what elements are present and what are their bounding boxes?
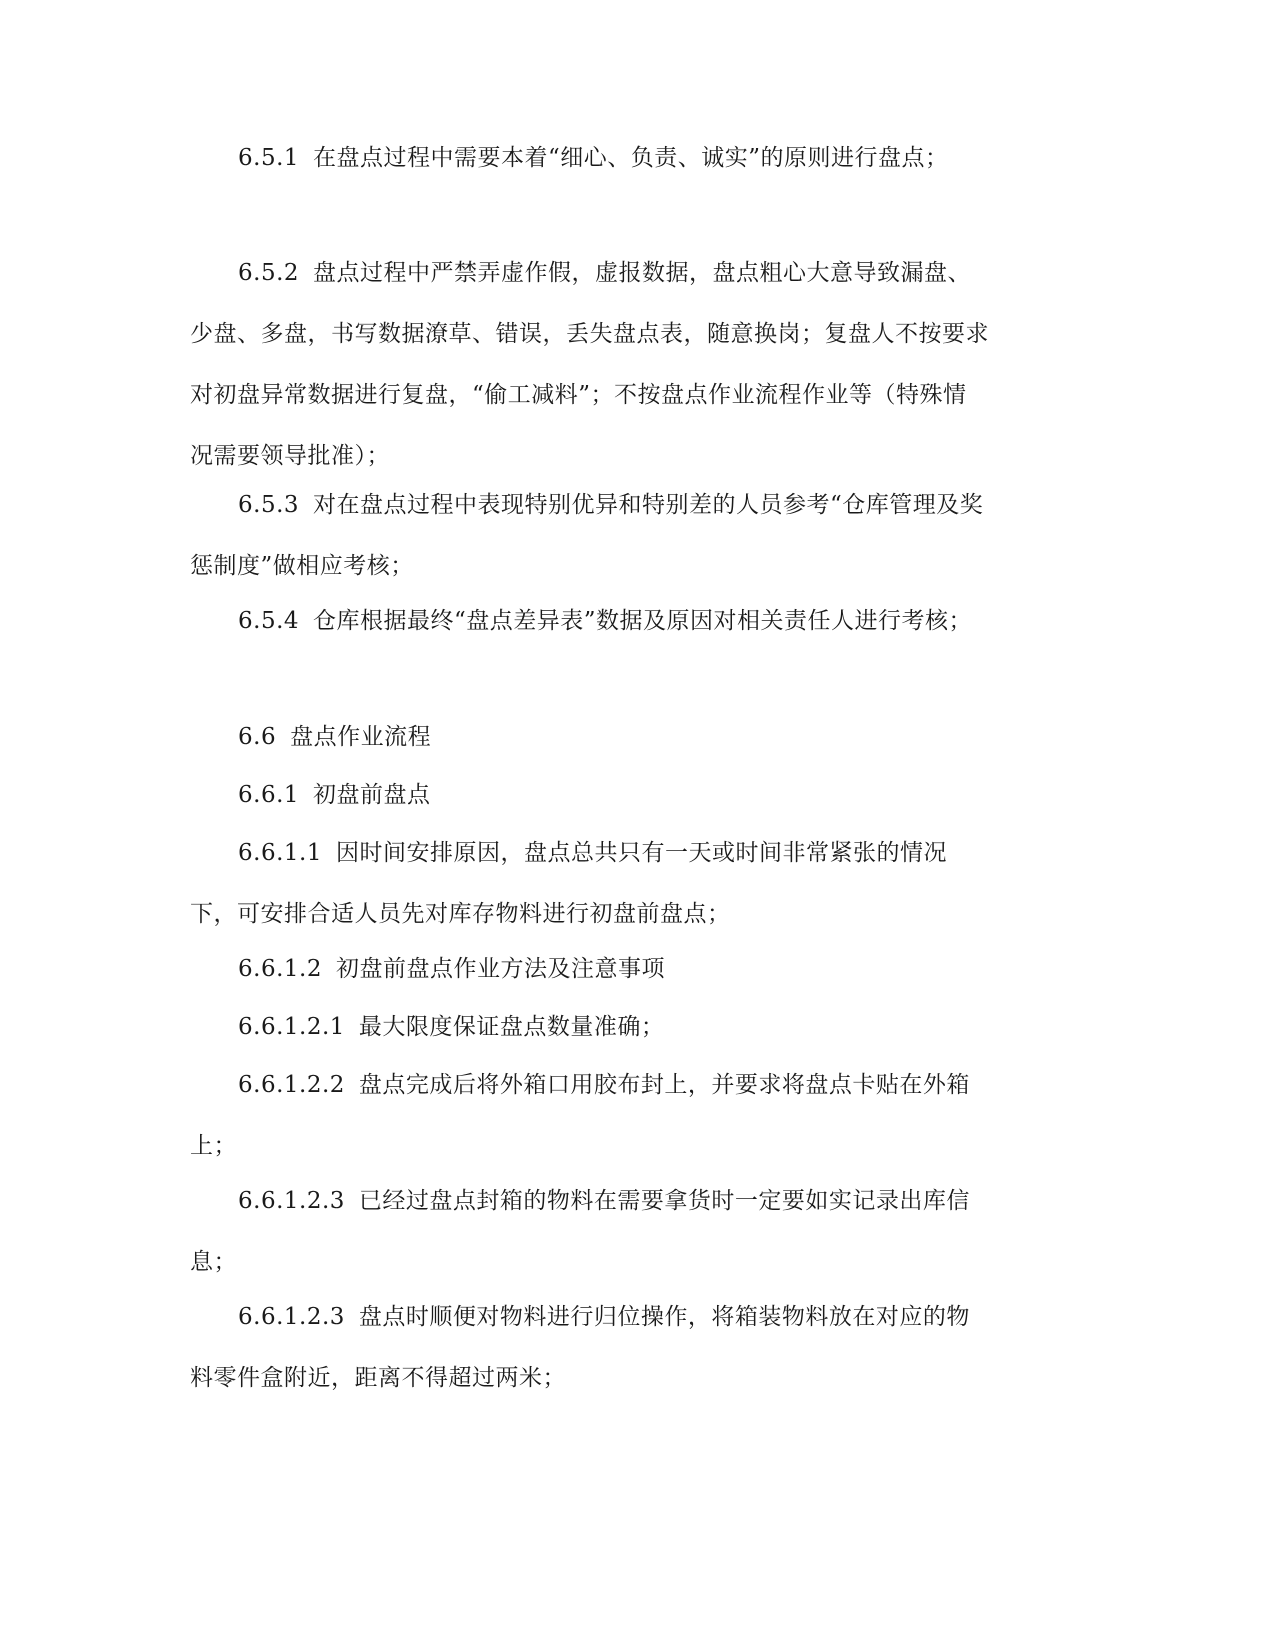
- paragraph-6-6-1-2-3: [190, 1171, 990, 1293]
- clause-number: 6.5.4: [238, 608, 300, 634]
- clause-text: 初盘前盘点作业方法及注意事项: [335, 956, 665, 982]
- heading-6-6-1: [190, 765, 990, 826]
- clause-number: 6.6: [238, 724, 277, 750]
- clause-text: 因时间安排原因，盘点总共只有一天或时间非常紧张的情况下，可安排合适人员先对库存物料进行初盘前盘点；: [190, 840, 947, 927]
- clause-number: 6.5.3: [238, 492, 300, 518]
- clause-number: 6.5.1: [238, 145, 300, 171]
- heading-6-6: [190, 707, 990, 768]
- clause-number: 6.6.1.2.1: [238, 1014, 345, 1040]
- paragraph-6-6-1-2-1: [190, 997, 990, 1058]
- clause-number: 6.6.1.1: [238, 840, 322, 866]
- paragraph-6-6-1-1: [190, 823, 990, 945]
- clause-text: 盘点过程中严禁弄虚作假，虚报数据，盘点粗心大意导致漏盘、少盘、多盘，书写数据潦草、错误，丢失盘点表，随意换岗；复盘人不按要求对初盘异常数据进行复盘，“偷工减料”；不按盘点作业流程作业等（特殊情况需要领导批准）；: [190, 260, 989, 469]
- clause-text: 已经过盘点封箱的物料在需要拿货时一定要如实记录出库信息；: [190, 1188, 970, 1275]
- clause-text: 盘点完成后将外箱口用胶布封上，并要求将盘点卡贴在外箱上；: [190, 1072, 970, 1159]
- paragraph-6-6-1-2-2: [190, 1055, 990, 1177]
- clause-text: 盘点作业流程: [290, 724, 432, 750]
- clause-text: 在盘点过程中需要本着“细心、负责、诚实”的原则进行盘点；: [313, 145, 949, 171]
- clause-number: 6.6.1.2.2: [238, 1072, 345, 1098]
- clause-number: 6.6.1.2.3: [238, 1188, 345, 1214]
- clause-text: 最大限度保证盘点数量准确；: [358, 1014, 665, 1040]
- paragraph-6-5-2: [190, 243, 990, 487]
- paragraph-6-5-4: [190, 591, 990, 652]
- clause-text: 对在盘点过程中表现特别优异和特别差的人员参考“仓库管理及奖惩制度”做相应考核；: [190, 492, 984, 579]
- clause-number: 6.6.1.2.3: [238, 1304, 345, 1330]
- clause-number: 6.6.1.2: [238, 956, 322, 982]
- paragraph-6-6-1-2-3-b: [190, 1287, 990, 1409]
- clause-number: 6.5.2: [238, 260, 300, 286]
- clause-text: 仓库根据最终“盘点差异表”数据及原因对相关责任人进行考核；: [313, 608, 973, 634]
- paragraph-6-5-3: [190, 475, 990, 597]
- paragraph-6-5-1: [190, 128, 990, 189]
- clause-text: 初盘前盘点: [313, 782, 431, 808]
- heading-6-6-1-2: [190, 939, 990, 1000]
- clause-text: 盘点时顺便对物料进行归位操作，将箱装物料放在对应的物料零件盒附近，距离不得超过两米；: [190, 1304, 970, 1391]
- clause-number: 6.6.1: [238, 782, 300, 808]
